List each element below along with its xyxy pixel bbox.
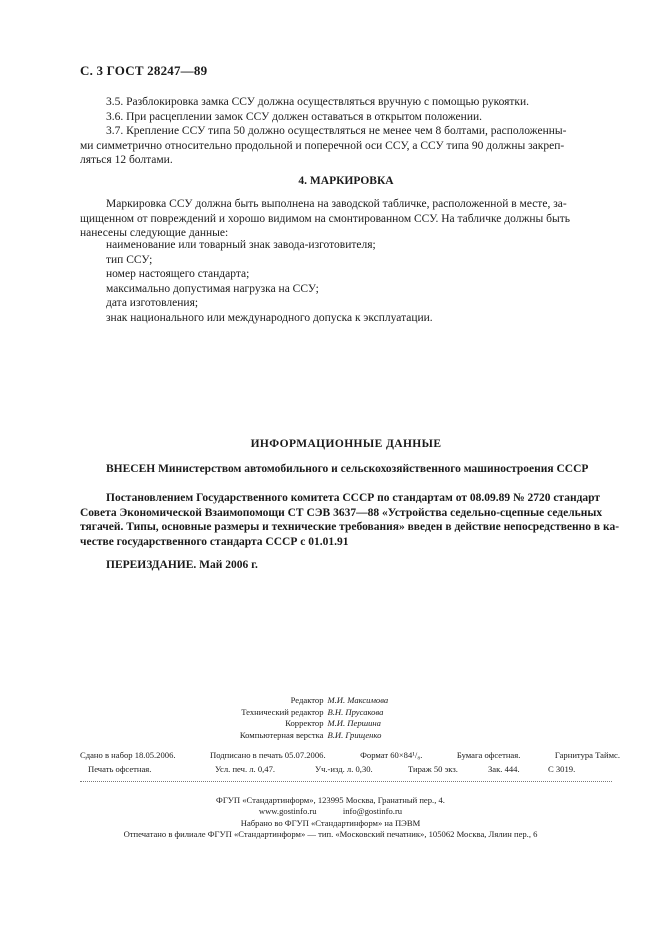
divider <box>80 781 612 782</box>
credit-role: Компьютерная верстка <box>239 729 324 740</box>
section3-items <box>80 95 612 168</box>
publisher-email-link[interactable]: info@gostinfo.ru <box>342 806 403 817</box>
info-title: ИНФОРМАЦИОННЫЕ ДАННЫЕ <box>250 438 442 450</box>
list-item: знак национального или международного допуска к эксплуатации. <box>106 311 433 324</box>
publisher-line3: Набрано во ФГУП «Стандартинформ» на ПЭВМ <box>240 817 421 828</box>
section4-intro-line3: нанесены следующие данные: <box>80 227 229 240</box>
resolution-line2: Совета Экономической Взаимопомощи СТ СЭВ 3637—88 «Устройства седельно-сцепные седельных <box>80 506 603 519</box>
imprint-item: Зак. 444. <box>488 763 520 774</box>
resolution <box>80 491 620 549</box>
credit-tech-editor <box>0 707 661 719</box>
item-3-6: 3.6. При расцеплении замок ССУ должен оставаться в открытом положении. <box>106 110 482 123</box>
credit-editor <box>0 695 661 707</box>
list-item: максимально допустимая нагрузка на ССУ; <box>106 282 319 295</box>
imprint <box>80 749 620 776</box>
marking-list <box>106 238 433 326</box>
imprint-item: Печать офсетная. <box>88 763 152 774</box>
credit-proofreader <box>0 718 661 730</box>
imprint-row-1 <box>80 749 620 763</box>
introduced-by <box>80 462 612 477</box>
item-3-5: 3.5. Разблокировка замка ССУ должна осуществляться вручную с помощью рукоятки. <box>106 96 530 108</box>
credit-role: Корректор <box>285 718 324 729</box>
resolution-line3: тягачей. Типы, основные размеры и технические требования» введен в действие непосредственно в ка- <box>80 521 620 534</box>
resolution-line1: Постановлением Государственного комитета СССР по стандартам от 08.09.89 № 2720 стандарт <box>106 492 601 504</box>
credit-role: Технический редактор <box>241 706 324 717</box>
page-header: С. 3 ГОСТ 28247—89 <box>80 63 208 78</box>
section4-intro <box>80 197 612 241</box>
credits <box>0 695 661 741</box>
list-item: наименование или товарный знак завода-изготовителя; <box>106 239 376 251</box>
credit-role: Редактор <box>290 695 324 705</box>
imprint-item: Уч.-изд. л. 0,30. <box>315 763 373 774</box>
reissue <box>80 558 612 573</box>
section4-title: 4. МАРКИРОВКА <box>298 175 394 187</box>
introduced-line: ВНЕСЕН Министерством автомобильного и сельскохозяйственного машиностроения СССР <box>106 463 589 475</box>
publisher-info <box>0 795 661 841</box>
imprint-row-2 <box>80 763 620 777</box>
imprint-item: Гарнитура Таймс. <box>554 750 620 760</box>
imprint-item: Подписано в печать 05.07.2006. <box>210 750 326 760</box>
imprint-item: Формат 60×84¹/₈. <box>360 750 423 760</box>
publisher-line1: ФГУП «Стандартинформ», 123995 Москва, Гранатный пер., 4. <box>216 795 445 805</box>
credit-layout <box>0 730 661 742</box>
credit-name: М.И. Максимова <box>327 695 389 705</box>
credit-name: В.И. Грищенко <box>327 729 382 740</box>
publisher-site-link[interactable]: www.gostinfo.ru <box>258 806 317 817</box>
resolution-line4: честве государственного стандарта СССР с 01.01.91 <box>80 535 349 548</box>
section4-intro-line2: щищенном от повреждений и хорошо видимом на смонтированном ССУ. На табличке должны быть <box>80 212 571 225</box>
imprint-item: Усл. печ. л. 0,47. <box>215 763 276 774</box>
list-item: дата изготовления; <box>106 297 199 310</box>
item-3-7-line1: 3.7. Крепление ССУ типа 50 должно осуществляться не менее чем 8 болтами, расположенны- <box>106 125 567 138</box>
credit-name: М.И. Першина <box>327 718 381 729</box>
imprint-item: Бумага офсетная. <box>456 750 521 760</box>
item-3-7-line2: ми симметрично относительно продольной и поперечной оси ССУ, а ССУ типа 90 должны закреп- <box>80 139 565 152</box>
credit-name: В.Н. Прусакова <box>327 706 384 717</box>
list-item: тип ССУ; <box>106 253 153 266</box>
imprint-item: С 3019. <box>548 763 576 774</box>
publisher-line2 <box>0 806 661 817</box>
reissue-line: ПЕРЕИЗДАНИЕ. Май 2006 г. <box>106 559 258 571</box>
imprint-item: Тираж 50 экз. <box>408 763 458 774</box>
list-item: номер настоящего стандарта; <box>106 268 250 281</box>
section4-intro-line1: Маркировка ССУ должна быть выполнена на заводской табличке, расположенной в месте, за- <box>106 198 567 210</box>
publisher-line4: Отпечатано в филиале ФГУП «Стандартинформ» — тип. «Московский печатник», 105062 Москва, Лялин пер., 6 <box>123 829 538 840</box>
imprint-item: Сдано в набор 18.05.2006. <box>80 750 176 760</box>
item-3-7-line3: ляться 12 болтами. <box>80 154 173 167</box>
